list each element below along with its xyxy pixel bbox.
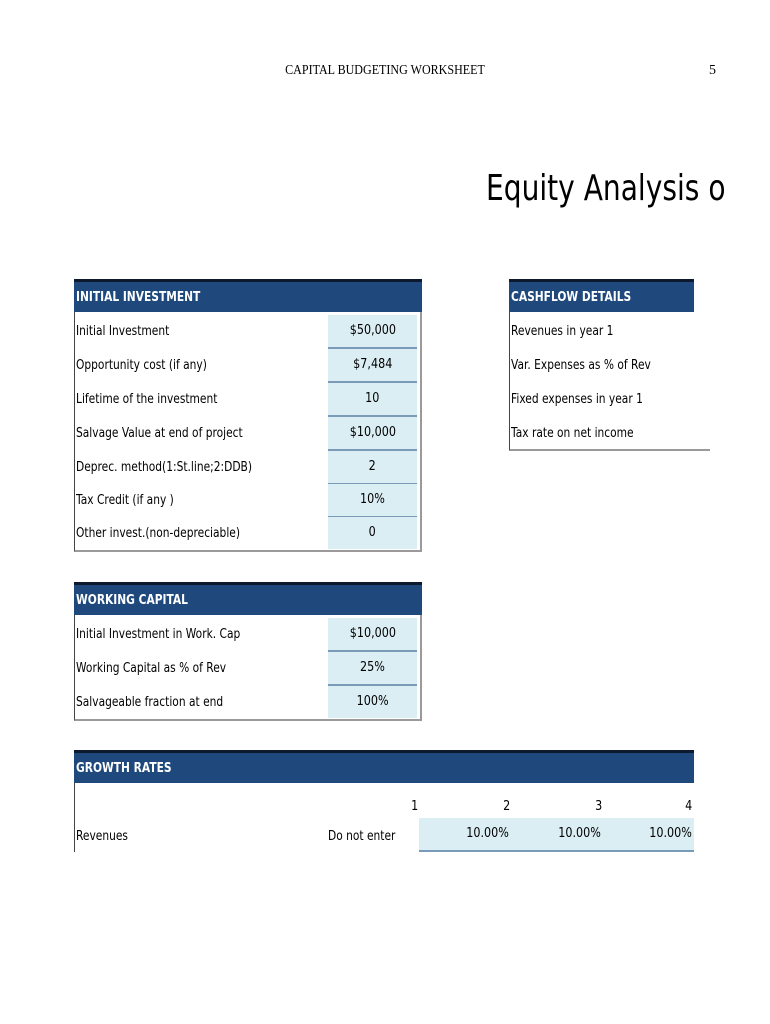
table-row (74, 484, 422, 518)
table-row (74, 315, 422, 349)
input-cell[interactable]: 0 (328, 517, 417, 549)
initial-investment-panel (74, 279, 422, 552)
row-label: Lifetime of the investment (76, 392, 218, 407)
working-capital-panel (74, 582, 422, 722)
table-row (509, 349, 694, 383)
input-cell[interactable]: $10,000 (328, 417, 417, 451)
growth-rate-cell[interactable]: 10.00% (419, 818, 511, 852)
input-cell[interactable]: $50,000 (328, 315, 417, 349)
document-header-title: CAPITAL BUDGETING WORKSHEET (285, 63, 485, 78)
table-row (74, 517, 422, 551)
input-cell[interactable]: 100% (328, 686, 417, 718)
cashflow-details-heading: CASHFLOW DETAILS (511, 290, 632, 305)
row-label: Fixed expenses in year 1 (511, 392, 643, 407)
main-title: Equity Analysis o (486, 168, 726, 209)
input-cell[interactable]: 2 (328, 451, 417, 485)
table-row (509, 417, 694, 451)
working-capital-header (74, 582, 422, 615)
row-label: Other invest.(non-depreciable) (76, 526, 241, 541)
row-label: Salvageable fraction at end (76, 695, 224, 710)
table-row (509, 315, 694, 349)
row-label: Revenues (76, 829, 128, 844)
working-capital-heading: WORKING CAPITAL (76, 593, 188, 608)
cashflow-details-header (509, 279, 694, 312)
growth-rates-header (74, 750, 694, 783)
row-label: Salvage Value at end of project (76, 426, 243, 441)
input-cell[interactable]: 10% (328, 484, 417, 518)
row-label: Initial Investment (76, 324, 170, 339)
year-header: 4 (684, 799, 692, 814)
table-row (74, 618, 422, 652)
year-header: 1 (410, 799, 418, 814)
table-row (509, 383, 694, 417)
growth-rates-heading: GROWTH RATES (76, 761, 172, 776)
table-row (74, 820, 694, 854)
growth-rate-cell[interactable]: 10.00% (511, 818, 603, 852)
input-cell[interactable]: 10 (328, 383, 417, 417)
table-row (74, 417, 422, 451)
row-label: Deprec. method(1:St.line;2:DDB) (76, 460, 253, 475)
year-header: 3 (594, 799, 602, 814)
input-cell[interactable]: $7,484 (328, 349, 417, 383)
do-not-enter-note: Do not enter (328, 829, 396, 844)
initial-investment-header (74, 279, 422, 312)
row-label: Tax rate on net income (511, 426, 634, 441)
table-row (74, 686, 422, 720)
table-row (74, 349, 422, 383)
row-label: Opportunity cost (if any) (76, 358, 207, 373)
year-header: 2 (502, 799, 510, 814)
growth-rates-panel (74, 750, 694, 852)
table-row (74, 451, 422, 485)
cashflow-details-panel (509, 279, 694, 453)
row-label: Initial Investment in Work. Cap (76, 627, 241, 642)
growth-rate-cell[interactable]: 10.00% (603, 818, 694, 852)
table-row (74, 383, 422, 417)
row-label: Var. Expenses as % of Rev (511, 358, 651, 373)
row-label: Working Capital as % of Rev (76, 661, 227, 676)
main-title-container (486, 165, 726, 215)
initial-investment-heading: INITIAL INVESTMENT (76, 290, 201, 305)
row-label: Revenues in year 1 (511, 324, 614, 339)
row-label: Tax Credit (if any ) (76, 493, 174, 508)
page-number: 5 (709, 63, 716, 78)
input-cell[interactable]: $10,000 (328, 618, 417, 652)
input-cell[interactable]: 25% (328, 652, 417, 686)
table-row (74, 652, 422, 686)
